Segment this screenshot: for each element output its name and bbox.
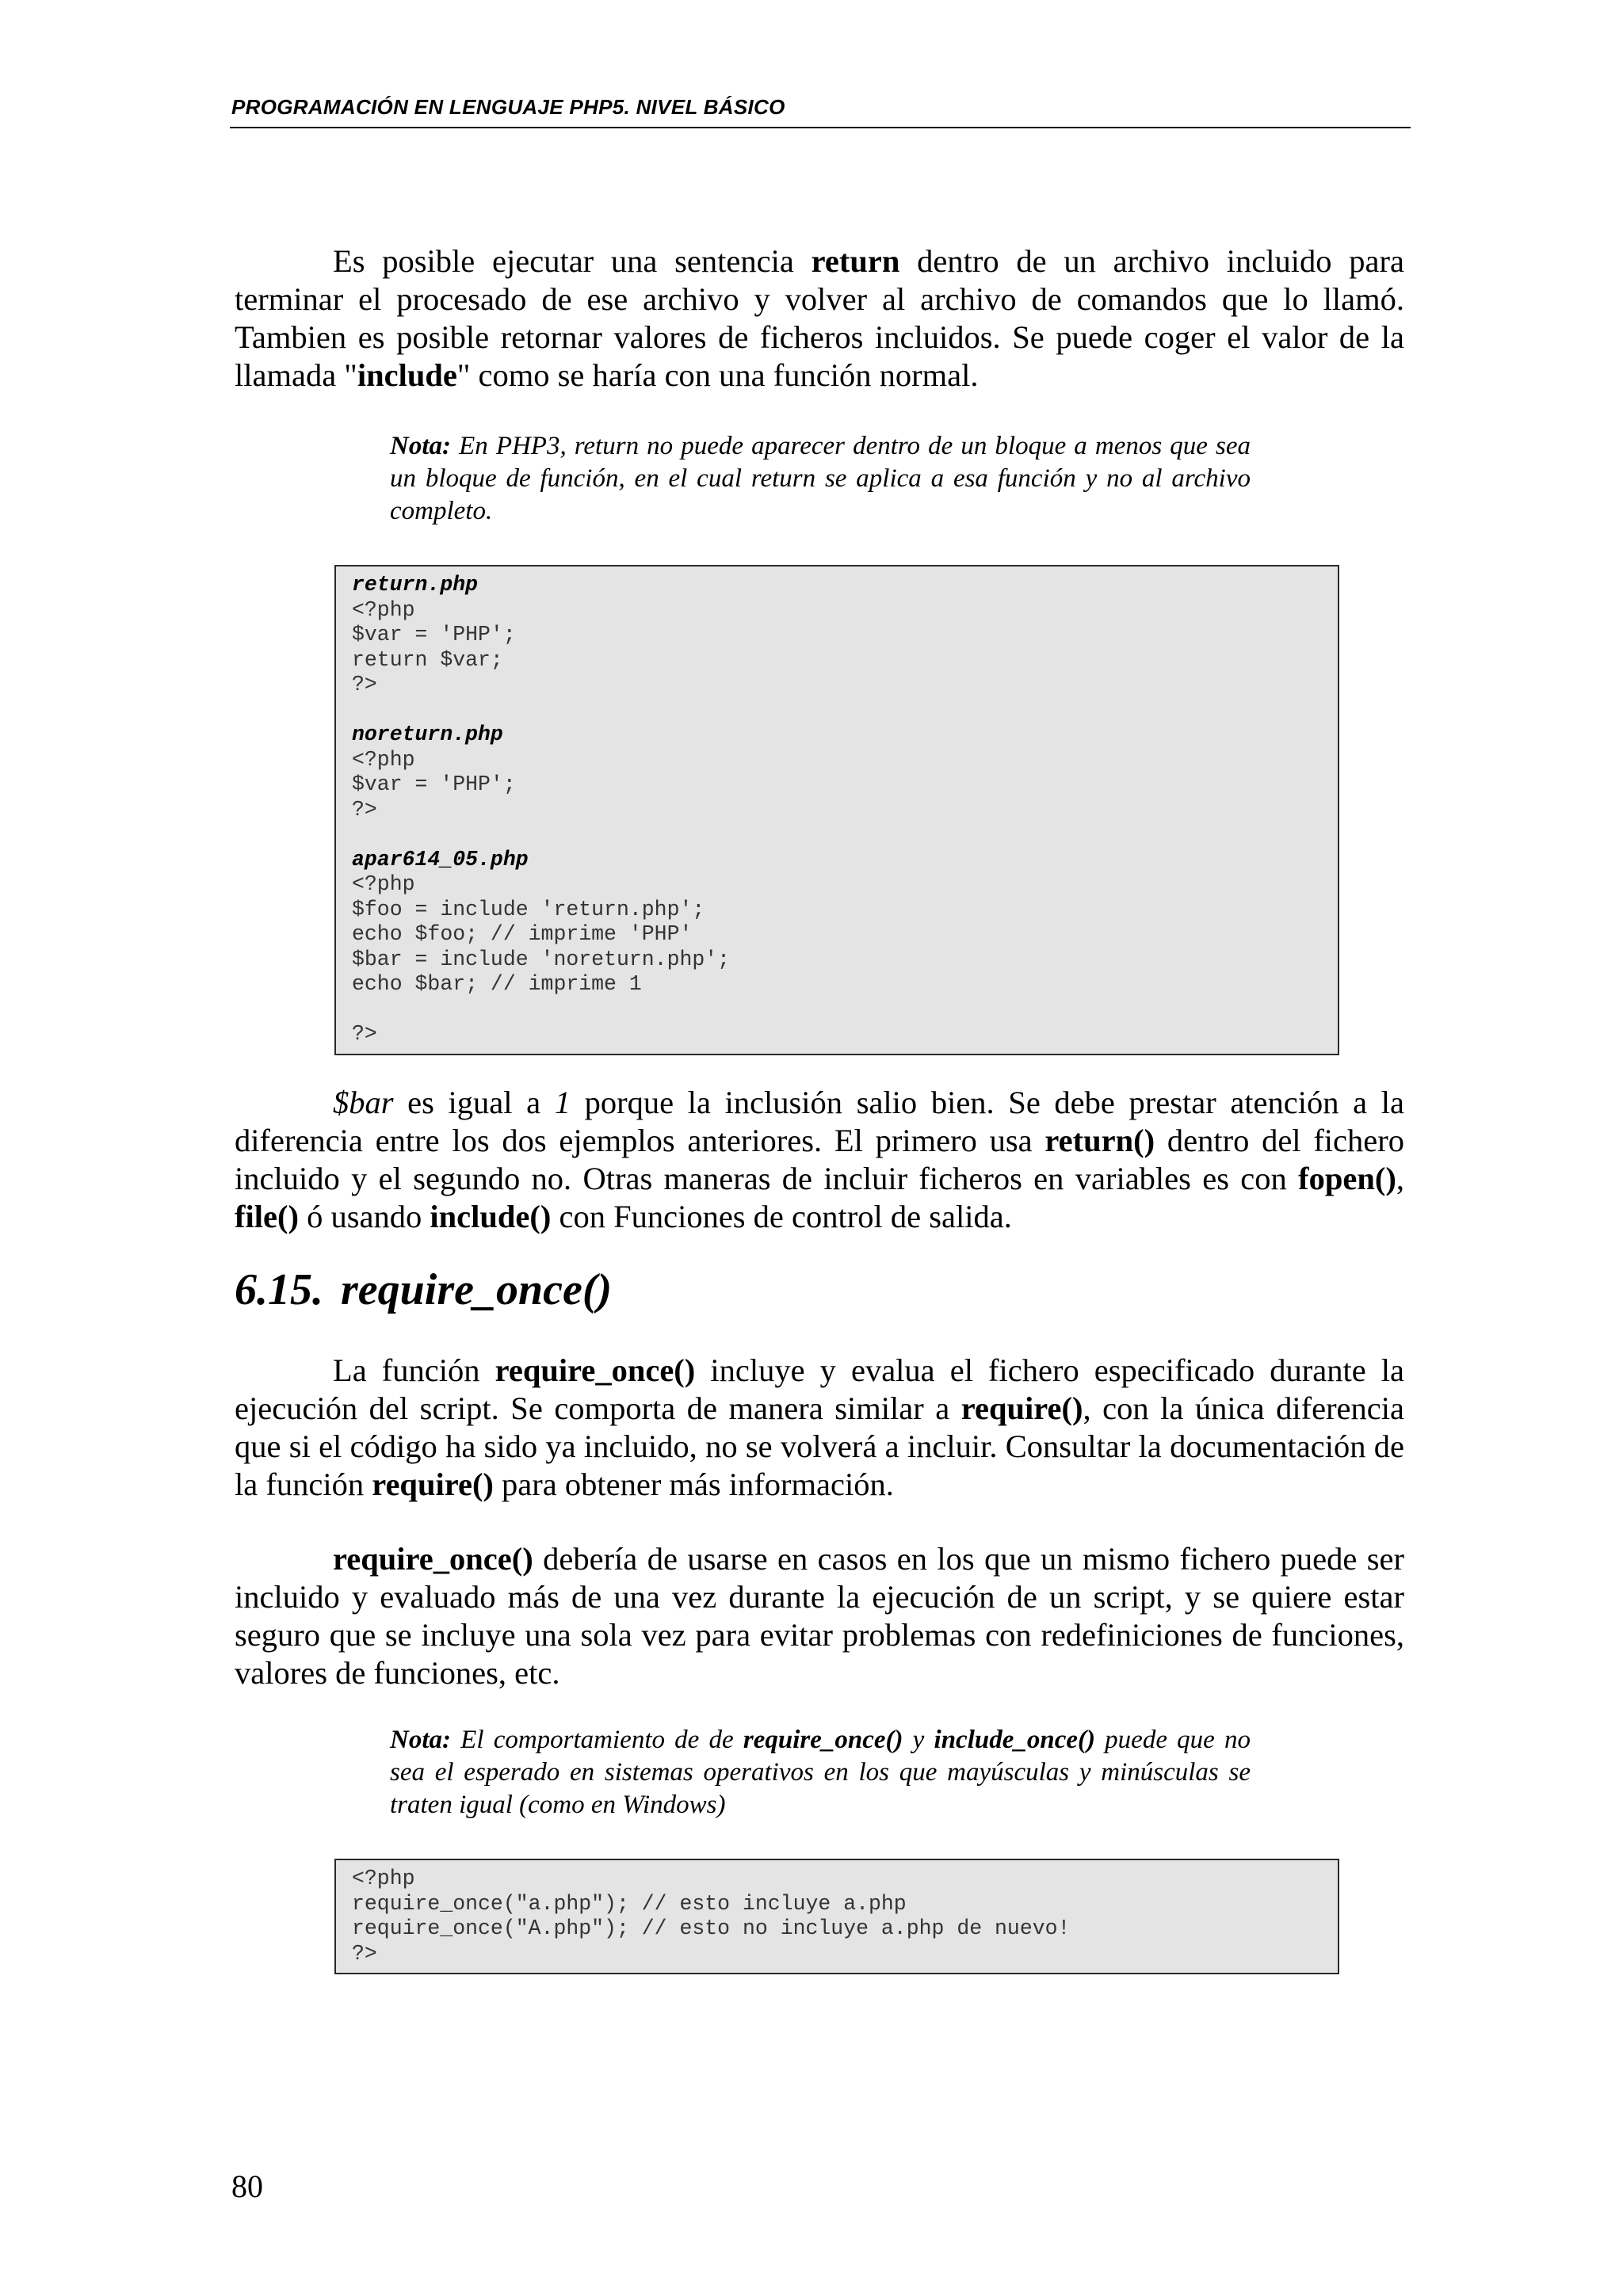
paragraph-return-intro	[235, 242, 1404, 395]
code-line: ?>	[352, 1941, 377, 1966]
code-line	[352, 997, 1323, 1023]
code-line: return $var;	[352, 647, 503, 672]
keyword-require-once: require_once()	[333, 1541, 533, 1577]
keyword-file: file()	[235, 1199, 299, 1234]
keyword-include-once: include_once()	[934, 1726, 1095, 1754]
note-case-sensitivity	[390, 1724, 1251, 1821]
note-label: Nota:	[390, 432, 451, 460]
running-header: PROGRAMACIÓN EN LENGUAJE PHP5. NIVEL BÁSICO	[231, 95, 785, 119]
code-line: echo $bar; // imprime 1	[352, 972, 642, 996]
text-run: " como se haría con una función normal.	[456, 357, 979, 393]
keyword-require-once: require_once()	[743, 1726, 903, 1754]
text-run: Es posible ejecutar una sentencia	[333, 243, 812, 279]
code-line	[352, 822, 1323, 848]
paragraph-require-once-intro	[235, 1352, 1404, 1504]
keyword-require-once: require_once()	[495, 1352, 696, 1388]
text-run: dentro de un archivo incluido para terminar el procesado de ese archivo y volver al archivo de comandos que lo llamó. Tambien es posible retornar valores de ficheros incluidos. Se puede coger el valor de la llamada "	[235, 243, 1404, 393]
code-line: <?php	[352, 747, 415, 772]
section-title: require_once()	[341, 1265, 613, 1314]
text-run: con Funciones de control de salida.	[551, 1199, 1012, 1234]
keyword-include-func: include()	[430, 1199, 552, 1234]
code-line: $bar = include 'noreturn.php';	[352, 947, 731, 971]
code-filename: noreturn.php	[352, 723, 503, 746]
code-line: ?>	[352, 1022, 377, 1046]
section-heading	[235, 1264, 612, 1315]
code-line: $foo = include 'return.php';	[352, 897, 705, 921]
code-line: require_once("A.php"); // esto no incluye a.php de nuevo!	[352, 1917, 1071, 1940]
section-number: 6.15.	[235, 1265, 323, 1314]
text-run: puede que no sea el esperado en sistemas operativos en los que mayúsculas y minúsculas se traten igual (como en Windows)	[390, 1726, 1251, 1819]
keyword-fopen: fopen()	[1298, 1161, 1396, 1196]
text-run: incluye y evalua el fichero especificado durante la ejecución del script. Se comporta de manera similar a	[235, 1352, 1405, 1426]
code-filename: apar614_05.php	[352, 847, 529, 871]
header-rule	[230, 127, 1411, 128]
text-run: dentro del fichero incluido y el segundo no. Otras maneras de incluir ficheros en variables es con	[235, 1123, 1404, 1196]
code-line: ?>	[352, 673, 377, 696]
text-run: ó usando	[298, 1199, 430, 1234]
inline-variable: $bar	[333, 1085, 394, 1120]
text-run: ,	[1396, 1161, 1404, 1196]
code-example-return	[334, 565, 1339, 1055]
code-line: $var = 'PHP';	[352, 623, 516, 646]
code-line: ?>	[352, 797, 377, 822]
code-line: require_once("a.php"); // esto incluye a.php	[352, 1891, 907, 1916]
text-run: es igual a	[393, 1085, 555, 1120]
paragraph-bar-explanation	[235, 1084, 1404, 1236]
note-text: En PHP3, return no puede aparecer dentro de un bloque a menos que sea un bloque de función, en el cual return se aplica a esa función y no al archivo completo.	[390, 432, 1251, 525]
keyword-return: return	[811, 243, 900, 279]
code-line	[352, 698, 1323, 723]
text-run: porque la inclusión salio bien. Se debe prestar atención a la diferencia entre los dos ejemplos anteriores. El primero usa	[235, 1085, 1404, 1158]
page-number: 80	[231, 2168, 263, 2204]
text-run: debería de usarse en casos en los que un mismo fichero puede ser incluido y evaluado más de una vez durante la ejecución de un script, y se quiere estar seguro que se incluye una sola vez para evitar problemas con redefiniciones de funciones, valores de funciones, etc.	[235, 1541, 1404, 1691]
code-line: <?php	[352, 597, 415, 622]
code-example-require-once	[334, 1859, 1339, 1974]
keyword-require: require()	[960, 1390, 1083, 1426]
code-line: <?php	[352, 872, 415, 896]
code-line: $var = 'PHP';	[352, 772, 516, 796]
code-line: echo $foo; // imprime 'PHP'	[352, 922, 693, 946]
text-run: , con la única diferencia que si el código ha sido ya incluido, no se volverá a incluir. Consultar la documentación de la función	[235, 1390, 1404, 1502]
text-run: El comportamiento de de	[451, 1726, 743, 1754]
code-filename: return.php	[352, 573, 479, 597]
text-run: La función	[333, 1352, 495, 1388]
keyword-return-func: return()	[1044, 1123, 1155, 1158]
text-run: y	[903, 1726, 934, 1754]
inline-number: 1	[554, 1085, 571, 1120]
paragraph-require-once-usage	[235, 1540, 1404, 1692]
keyword-include: include	[357, 357, 457, 393]
code-line: <?php	[352, 1867, 415, 1890]
note-label: Nota:	[390, 1726, 451, 1754]
text-run: para obtener más información.	[493, 1466, 894, 1502]
keyword-require: require()	[372, 1466, 494, 1502]
note-php3	[390, 430, 1251, 528]
